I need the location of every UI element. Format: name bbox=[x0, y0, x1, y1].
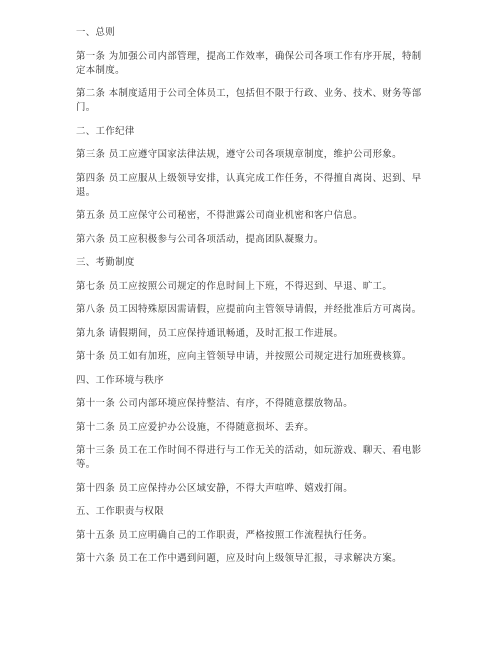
section-heading: 四、工作环境与秩序 bbox=[76, 374, 164, 386]
article-paragraph: 第八条 员工因特殊原因需请假，应提前向主管领导请假，并经批准后方可离岗。 bbox=[76, 304, 422, 315]
article-paragraph: 第十五条 员工应明确自己的工作职责，严格按照工作流程执行任务。 bbox=[76, 529, 373, 541]
article-paragraph: 第三条 员工应遵守国家法律法规，遵守公司各项规章制度，维护公司形象。 bbox=[76, 149, 402, 160]
article-paragraph: 第五条 员工应保守公司秘密，不得泄露公司商业机密和客户信息。 bbox=[76, 210, 363, 221]
article-paragraph: 第十一条 公司内部环境应保持整洁、有序，不得随意摆放物品。 bbox=[76, 398, 354, 409]
article-paragraph: 第六条 员工应积极参与公司各项活动，提高团队凝聚力。 bbox=[76, 233, 324, 245]
document-body bbox=[76, 26, 428, 566]
article-paragraph: 第四条 员工应服从上级领导安排，认真完成工作任务，不得擅自离岗、迟到、早退。 bbox=[76, 172, 422, 198]
article-paragraph: 第九条 请假期间，员工应保持通讯畅通，及时汇报工作进展。 bbox=[76, 327, 344, 339]
section-heading: 一、总则 bbox=[76, 27, 116, 38]
article-paragraph: 第一条 为加强公司内部管理，提高工作效率，确保公司各项工作有序开展，特制定本制度。 bbox=[76, 50, 422, 76]
article-paragraph: 第十六条 员工在工作中遇到问题，应及时向上级领导汇报，寻求解决方案。 bbox=[76, 553, 402, 564]
article-paragraph: 第十三条 员工在工作时间不得进行与工作无关的活动，如玩游戏、聊天、看电影等。 bbox=[76, 445, 422, 470]
section-heading: 三、考勤制度 bbox=[76, 257, 135, 268]
article-paragraph: 第七条 员工应按照公司规定的作息时间上下班，不得迟到、早退、旷工。 bbox=[76, 280, 393, 292]
section-heading: 五、工作职责与权限 bbox=[76, 506, 164, 517]
article-paragraph: 第十条 员工如有加班，应向主管领导申请，并按照公司规定进行加班费核算。 bbox=[76, 351, 412, 362]
article-paragraph: 第二条 本制度适用于公司全体员工，包括但不限于行政、业务、技术、财务等部门。 bbox=[76, 88, 422, 113]
section-heading: 二、工作纪律 bbox=[76, 125, 135, 137]
article-paragraph: 第十四条 员工应保持办公区域安静，不得大声喧哗、嬉戏打闹。 bbox=[76, 482, 354, 494]
article-paragraph: 第十二条 员工应爱护办公设施，不得随意损坏、丢弃。 bbox=[76, 421, 314, 433]
